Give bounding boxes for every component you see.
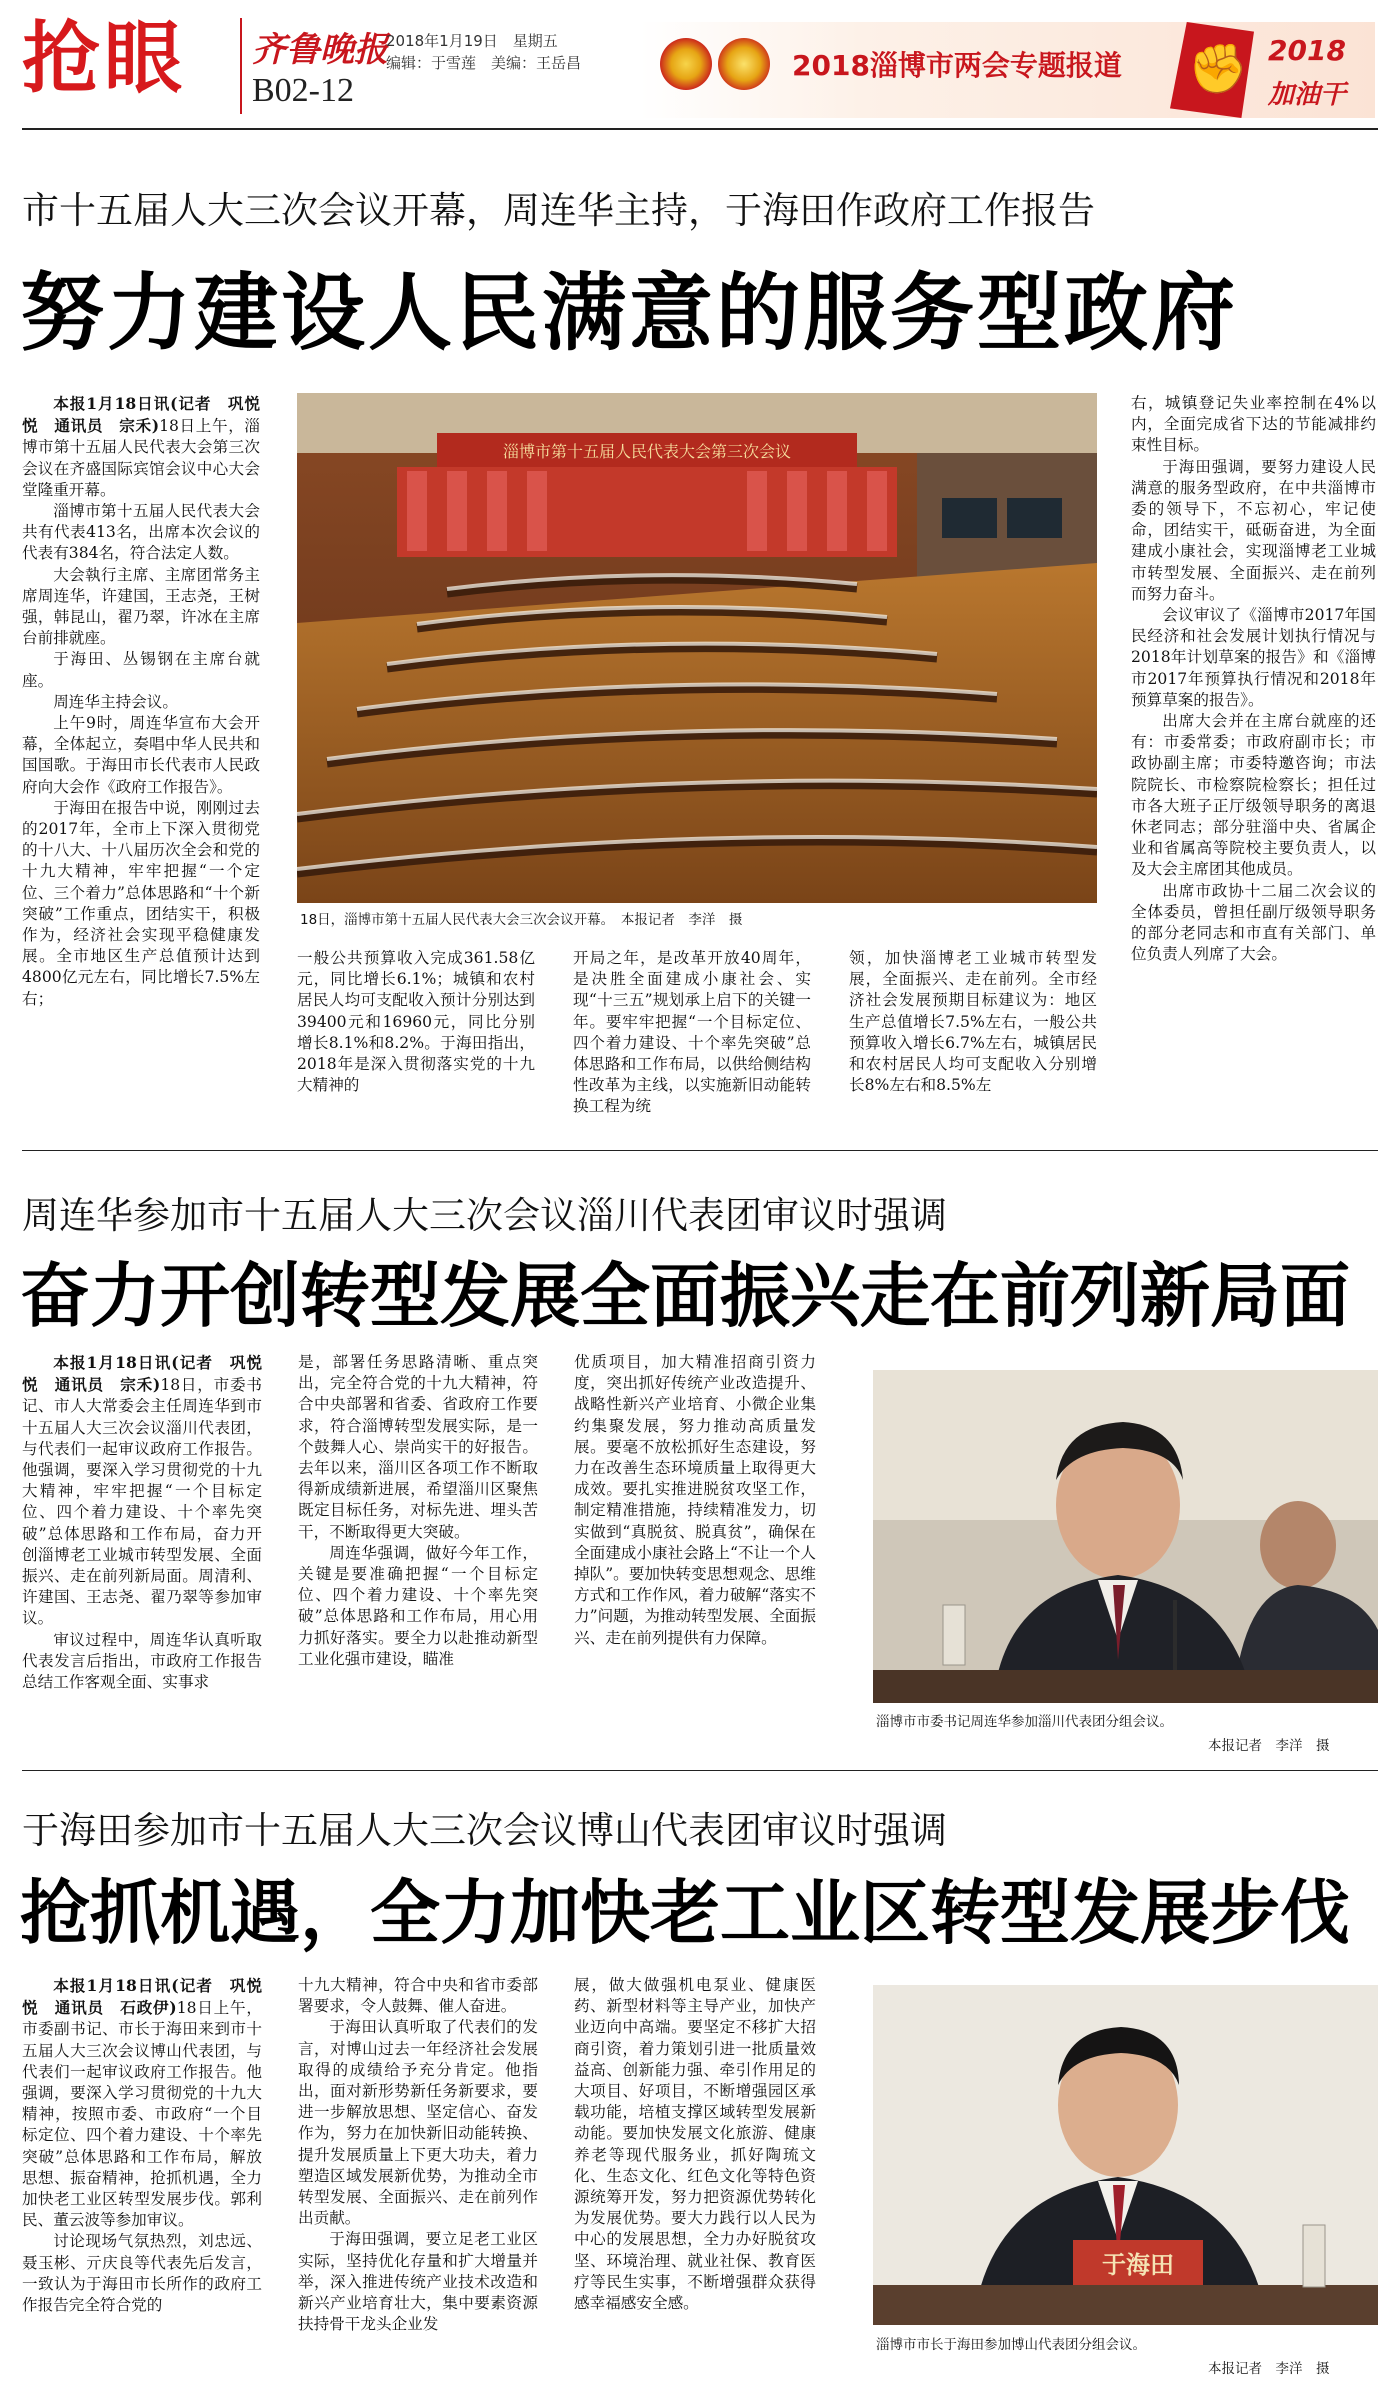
masthead xyxy=(0,0,1395,125)
banner-title: 2018淄博市两会专题报道 xyxy=(792,49,1122,82)
article3-photo-caption: 淄博市市长于海田参加博山代表团分组会议。 xyxy=(876,2337,1146,2353)
page-code: B02-12 xyxy=(252,72,354,109)
article1-column-1: 本报1月18日讯(记者 巩悦悦 通讯员 宗禾)18日上午，淄博市第十五届人民代表大会第三次会议在齐盛国际宾馆会议中心大会堂隆重开幕。 淄博市第十五届人民代表大会共有代表413名，出席本次会议的代表有384名，符合法定人数。 大会執行主席、主席团常务主席周连华，许建国，王志尧，王树强，韩昆山，翟乃翠，许冰在主席台前排就座。 于海田、丛锡钢在主席台就座。 周连华主持会议。 上午9时，周连华宣布大会开幕，全体起立，奏唱中华人民共和国国歌。于海田市长代表市人民政府向大会作《政府工作报告》。 于海田在报告中说，刚刚过去的2017年，全市上下深入贯彻党的十八大、十八届历次全会和党的十九大精神，牢牢把握“一个定位、三个着力”总体思路和“十个新突破”工作重点，团结实干，积极作为，经济社会实现平稳健康发展。全市地区生产总值预计达到4800亿元左右，同比增长7.5%左右； xyxy=(22,394,260,1008)
banner-year: 2018 xyxy=(1268,34,1346,67)
article3-column-3: 展，做大做强机电泵业、健康医药、新型材料等主导产业，加快产业迈向中高端。要坚定不移扩大招商引资，着力策划引进一批质量效益高、创新能力强、牵引作用足的大项目、好项目，不断增强园区承载功能，培植支撑区域转型发展新动能。要加快发展文化旅游、健康养老等现代服务业，抓好陶琉文化、生态文化、红色文化等特色资源统筹开发，努力把资源优势转化为发展优势。要大力践行以人民为中心的发展思想，全力办好脱贫攻坚、环境治理、就业社保、教育医疗等民生实事，不断增强群众获得感幸福感安全感。 xyxy=(574,1976,816,2313)
article3-headline: 抢抓机遇，全力加快老工业区转型发展步伐 xyxy=(20,1872,1350,1954)
article1-photo xyxy=(297,393,1097,903)
article1-column-2: 一般公共预算收入完成361.58亿元，同比增长6.1%；城镇和农村居民人均可支配收入预计分别达到39400元和16960元，同比分别增长8.1%和8.2%。于海田指出，2018年是深入贯彻落实党的十九大精神的 xyxy=(297,949,535,1095)
section-rule xyxy=(22,1770,1378,1771)
article1-photo-caption: 18日，淄博市第十五届人民代表大会三次会议开幕。 本报记者 李洋 摄 xyxy=(300,912,743,928)
section-rule xyxy=(22,1150,1378,1151)
article2-kicker: 周连华参加市十五届人大三次会议淄川代表团审议时强调 xyxy=(22,1194,947,1237)
article1-column-3: 开局之年，是改革开放40周年，是决胜全面建成小康社会、实现“十三五”规划承上启下的关键一年。要牢牢把握“一个目标定位、四个着力建设、十个率先突破”总体思路和工作布局，以供给侧结构性改革为主线，以实施新旧动能转换工程为统 xyxy=(573,949,811,1116)
article2-photo xyxy=(873,1370,1378,1703)
editor-credits: 编辑：于雪莲 美编：王岳昌 xyxy=(386,54,582,72)
article3-byline: 本报1月18日讯(记者 巩悦悦 通讯员 石政伊) xyxy=(22,1976,262,2018)
zhou-lianhua-portrait xyxy=(873,1370,1378,1703)
article1-column-4: 领，加快淄博老工业城市转型发展，全面振兴、走在前列。全市经济社会发展预期目标建议为：地区生产总值增长7.5%左右，一般公共预算收入增长6.7%左右，城镇居民和农村居民人均可支配收入分别增长8%左右和8.5%左 xyxy=(849,949,1097,1095)
article2-column-2: 是，部署任务思路清晰、重点突出，完全符合党的十九大精神，符合中央部署和省委、省政府工作要求，符合淄博转型发展实际，是一个鼓舞人心、崇尚实干的好报告。去年以来，淄川区各项工作不断取得新成绩新进展，希望淄川区聚焦既定目标任务，对标先进、埋头苦干，不断取得更大突破。 周连华强调，做好今年工作，关键是要准确把握“一个目标定位、四个着力建设、十个率先突破”总体思路和工作布局，用心用力抓好落实。要全力以赴推动新型工业化强市建设，瞄准 xyxy=(298,1353,538,1668)
conference-hall-image xyxy=(297,393,1097,903)
article1-headline: 努力建设人民满意的服务型政府 xyxy=(20,264,1239,362)
article2-byline: 本报1月18日讯(记者 巩悦悦 通讯员 宗禾) xyxy=(22,1353,262,1395)
article3-photo-credit: 本报记者 李洋 摄 xyxy=(1208,2361,1330,2377)
hall-banner-text: 淄博市第十五届人民代表大会第三次会议 xyxy=(502,442,792,461)
article3-column-1: 本报1月18日讯(记者 巩悦悦 通讯员 石政伊)18日上午，市委副书记、市长于海田来到市十五届人大三次会议博山代表团，与代表们一起审议政府工作报告。他强调，要深入学习贯彻党的十九大精神，按照市委、市政府“一个目标定位、四个着力建设、十个率先突破”总体思路和工作布局，解放思想、振奋精神，抢抓机遇，全力加快老工业区转型发展步伐。郭利民、董云波等参加审议。 讨论现场气氛热烈，刘忠远、聂玉彬、亓庆良等代表先后发言，一致认为于海田市长所作的政府工作报告完全符合党的 xyxy=(22,1976,262,2315)
header-rule xyxy=(22,128,1378,130)
issue-date: 2018年1月19日 星期五 xyxy=(386,32,558,50)
article2-headline: 奋力开创转型发展全面振兴走在前列新局面 xyxy=(20,1255,1350,1337)
header-divider xyxy=(240,18,242,114)
yu-haitian-portrait xyxy=(873,1985,1378,2325)
article3-photo xyxy=(873,1985,1378,2325)
article2-photo-caption: 淄博市市委书记周连华参加淄川代表团分组会议。 xyxy=(876,1714,1173,1730)
fist-icon: ✊ xyxy=(1188,41,1248,97)
national-emblem-icon xyxy=(660,38,712,90)
article2-column-3: 优质项目，加大精准招商引资力度，突出抓好传统产业改造提升、战略性新兴产业培育、小微企业集约集聚发展，努力推动高质量发展。要毫不放松抓好生态建设，努力在改善生态环境质量上取得更大成效。要扎实推进脱贫攻坚工作，制定精准措施，持续精准发力，切实做到“真脱贫、脱真贫”，确保在全面建成小康社会路上“不让一个人掉队”。要加快转变思想观念、思维方式和工作作风，着力破解“落实不力”问题，为推动转型发展、全面振兴、走在前列提供有力保障。 xyxy=(574,1353,816,1647)
paper-name: 齐鲁晚报 xyxy=(252,30,388,70)
cppcc-emblem-icon xyxy=(718,38,770,90)
article1-kicker: 市十五届人大三次会议开幕，周连华主持，于海田作政府工作报告 xyxy=(22,189,1095,232)
nameplate-text: 于海田 xyxy=(1102,2251,1174,2279)
column-name: 抢眼 xyxy=(22,14,187,104)
article3-column-2: 十九大精神，符合中央和省市委部署要求，令人鼓舞、催人奋进。 于海田认真听取了代表们的发言，对博山过去一年经济社会发展取得的成绩给予充分肯定。他指出，面对新形势新任务新要求，要进一步解放思想、坚定信心、奋发作为，努力在加快新旧动能转换、提升发展质量上下更大功夫，着力塑造区域发展新优势，为推动全市转型发展、全面振兴、走在前列作出贡献。 于海田强调，要立足老工业区实际，坚持优化存量和扩大增量并举，深入推进传统产业技术改造和新兴产业培育壮大，集中要素资源扶持骨干龙头企业发 xyxy=(298,1976,538,2334)
article1-column-5: 右，城镇登记失业率控制在4%以内，全面完成省下达的节能减排约束性目标。 于海田强调，要努力建设人民满意的服务型政府，在中共淄博市委的领导下，不忘初心，牢记使命，团结实干，砥砺奋进，为全面建成小康社会，实现淄博老工业城市转型发展、全面振兴、走在前列而努力奋斗。 会议审议了《淄博市2017年国民经济和社会发展计划执行情况与2018年计划草案的报告》和《淄博市2017年预算执行情况和2018年预算草案的报告》。 出席大会并在主席台就座的还有：市委常委；市政府副市长；市政协副主席；市委特邀咨询；市法院院长、市检察院检察长；担任过市各大班子正厅级领导职务的离退休老同志；部分驻淄中央、省属企业和省属高等院校主要负责人，以及大会主席团其他成员。 出席市政协十二届二次会议的全体委员，曾担任副厅级领导职务的部分老同志和市直有关部门、单位负责人列席了大会。 xyxy=(1131,394,1376,964)
article2-photo-credit: 本报记者 李洋 摄 xyxy=(1208,1738,1330,1754)
banner-slogan: 加油干 xyxy=(1268,80,1347,110)
article2-column-1: 本报1月18日讯(记者 巩悦悦 通讯员 宗禾)18日，市委书记、市人大常委会主任周连华到市十五届人大三次会议淄川代表团，与代表们一起审议政府工作报告。他强调，要深入学习贯彻党的十九大精神，牢牢把握“一个目标定位、四个着力建设、十个率先突破”总体思路和工作布局，奋力开创淄博老工业城市转型发展、全面振兴、走在前列新局面。周清利、许建国、王志尧、翟乃翠等参加审议。 审议过程中，周连华认真听取代表发言后指出，市政府工作报告总结工作客观全面、实事求 xyxy=(22,1353,262,1692)
article1-byline: 本报1月18日讯(记者 巩悦悦 通讯员 宗禾) xyxy=(22,394,260,436)
article3-kicker: 于海田参加市十五届人大三次会议博山代表团审议时强调 xyxy=(22,1809,947,1852)
